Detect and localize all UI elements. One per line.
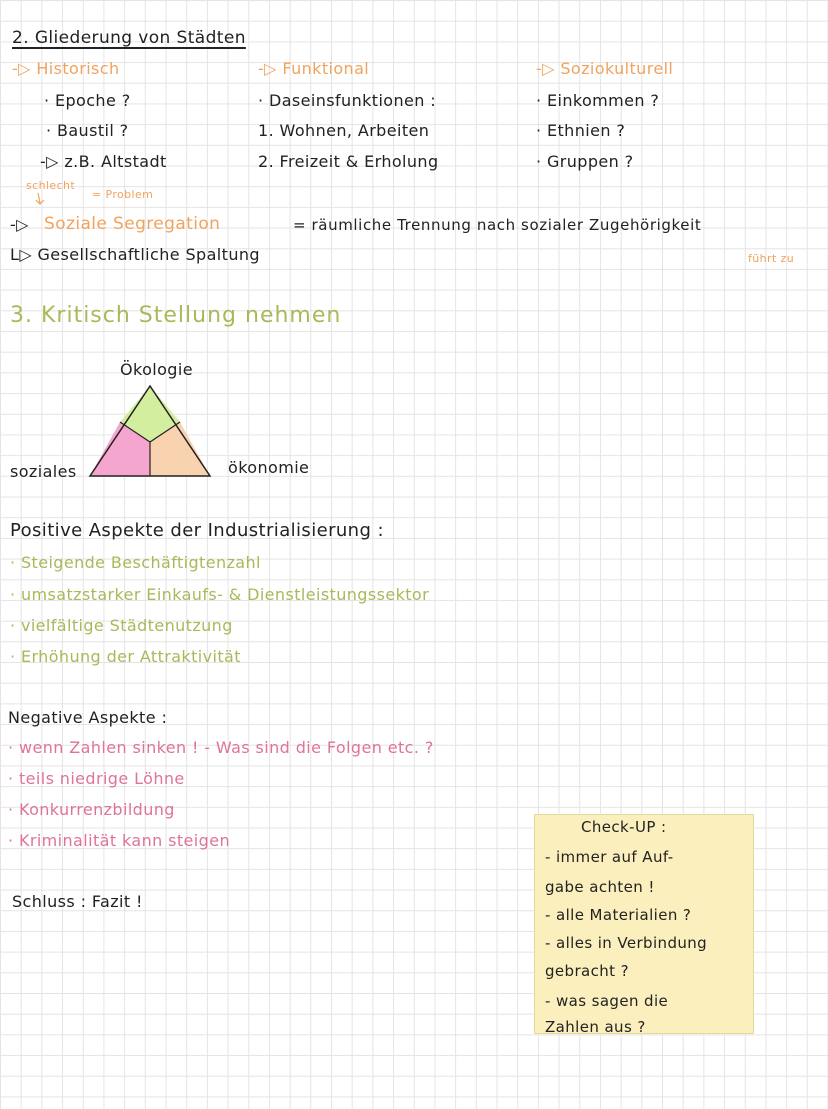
category-funktional: -▷ Funktional xyxy=(258,59,370,78)
note-problem: = Problem xyxy=(92,188,154,201)
consequence-spaltung: L▷ Gesellschaftliche Spaltung xyxy=(10,245,260,264)
list-item: · Kriminalität kann steigen xyxy=(8,831,230,850)
category-soziokulturell: -▷ Soziokulturell xyxy=(536,59,674,78)
sustainability-triangle xyxy=(88,384,214,480)
checkup-line: - immer auf Auf- xyxy=(545,848,674,866)
list-item: · Steigende Beschäftigtenzahl xyxy=(10,553,261,572)
definition-segregation: = räumliche Trennung nach sozialer Zugehörigkeit xyxy=(293,216,702,234)
checkup-note xyxy=(534,814,754,1034)
list-item: 1. Wohnen, Arbeiten xyxy=(258,121,430,140)
negative-heading: Negative Aspekte : xyxy=(8,708,168,727)
list-item: · Einkommen ? xyxy=(536,91,660,110)
list-item: · teils niedrige Löhne xyxy=(8,769,185,788)
term-soziale-segregation: Soziale Segregation xyxy=(44,214,221,234)
list-item: 2. Freizeit & Erholung xyxy=(258,152,439,171)
list-item: · Baustil ? xyxy=(46,121,129,140)
list-item: · Gruppen ? xyxy=(536,152,634,171)
arrow-marker: -▷ xyxy=(10,215,29,234)
positive-heading: Positive Aspekte der Industrialisierung : xyxy=(10,520,384,541)
triangle-label-oekologie: Ökologie xyxy=(120,360,193,379)
list-item: -▷ z.B. Altstadt xyxy=(40,152,167,171)
list-item: · Konkurrenzbildung xyxy=(8,800,175,819)
list-item: · wenn Zahlen sinken ! - Was sind die Folgen etc. ? xyxy=(8,738,434,757)
note-schlecht: schlecht xyxy=(26,179,76,192)
category-historisch: -▷ Historisch xyxy=(12,59,120,78)
list-item: · Ethnien ? xyxy=(536,121,626,140)
list-item: · Epoche ? xyxy=(44,91,131,110)
checkup-line: gabe achten ! xyxy=(545,878,655,896)
triangle-label-soziales: soziales xyxy=(10,462,77,481)
section-2-heading: 2. Gliederung von Städten xyxy=(12,28,246,48)
checkup-line: - was sagen die xyxy=(545,992,669,1010)
conclusion-line: Schluss : Fazit ! xyxy=(12,892,143,911)
checkup-line: gebracht ? xyxy=(545,962,629,980)
checkup-line: Zahlen aus ? xyxy=(545,1018,646,1036)
arrow-down-icon xyxy=(34,192,50,206)
section-3-heading: 3. Kritisch Stellung nehmen xyxy=(10,303,342,328)
checkup-line: - alle Materialien ? xyxy=(545,906,692,924)
note-fuehrt-zu: führt zu xyxy=(748,252,795,265)
list-item: · Erhöhung der Attraktivität xyxy=(10,647,241,666)
list-item: · Daseinsfunktionen : xyxy=(258,91,437,110)
list-item: · umsatzstarker Einkaufs- & Dienstleistungssektor xyxy=(10,585,430,604)
triangle-label-oekonomie: ökonomie xyxy=(228,458,310,477)
checkup-title: Check-UP : xyxy=(581,818,667,836)
checkup-line: - alles in Verbindung xyxy=(545,934,708,952)
list-item: · vielfältige Städtenutzung xyxy=(10,616,233,635)
